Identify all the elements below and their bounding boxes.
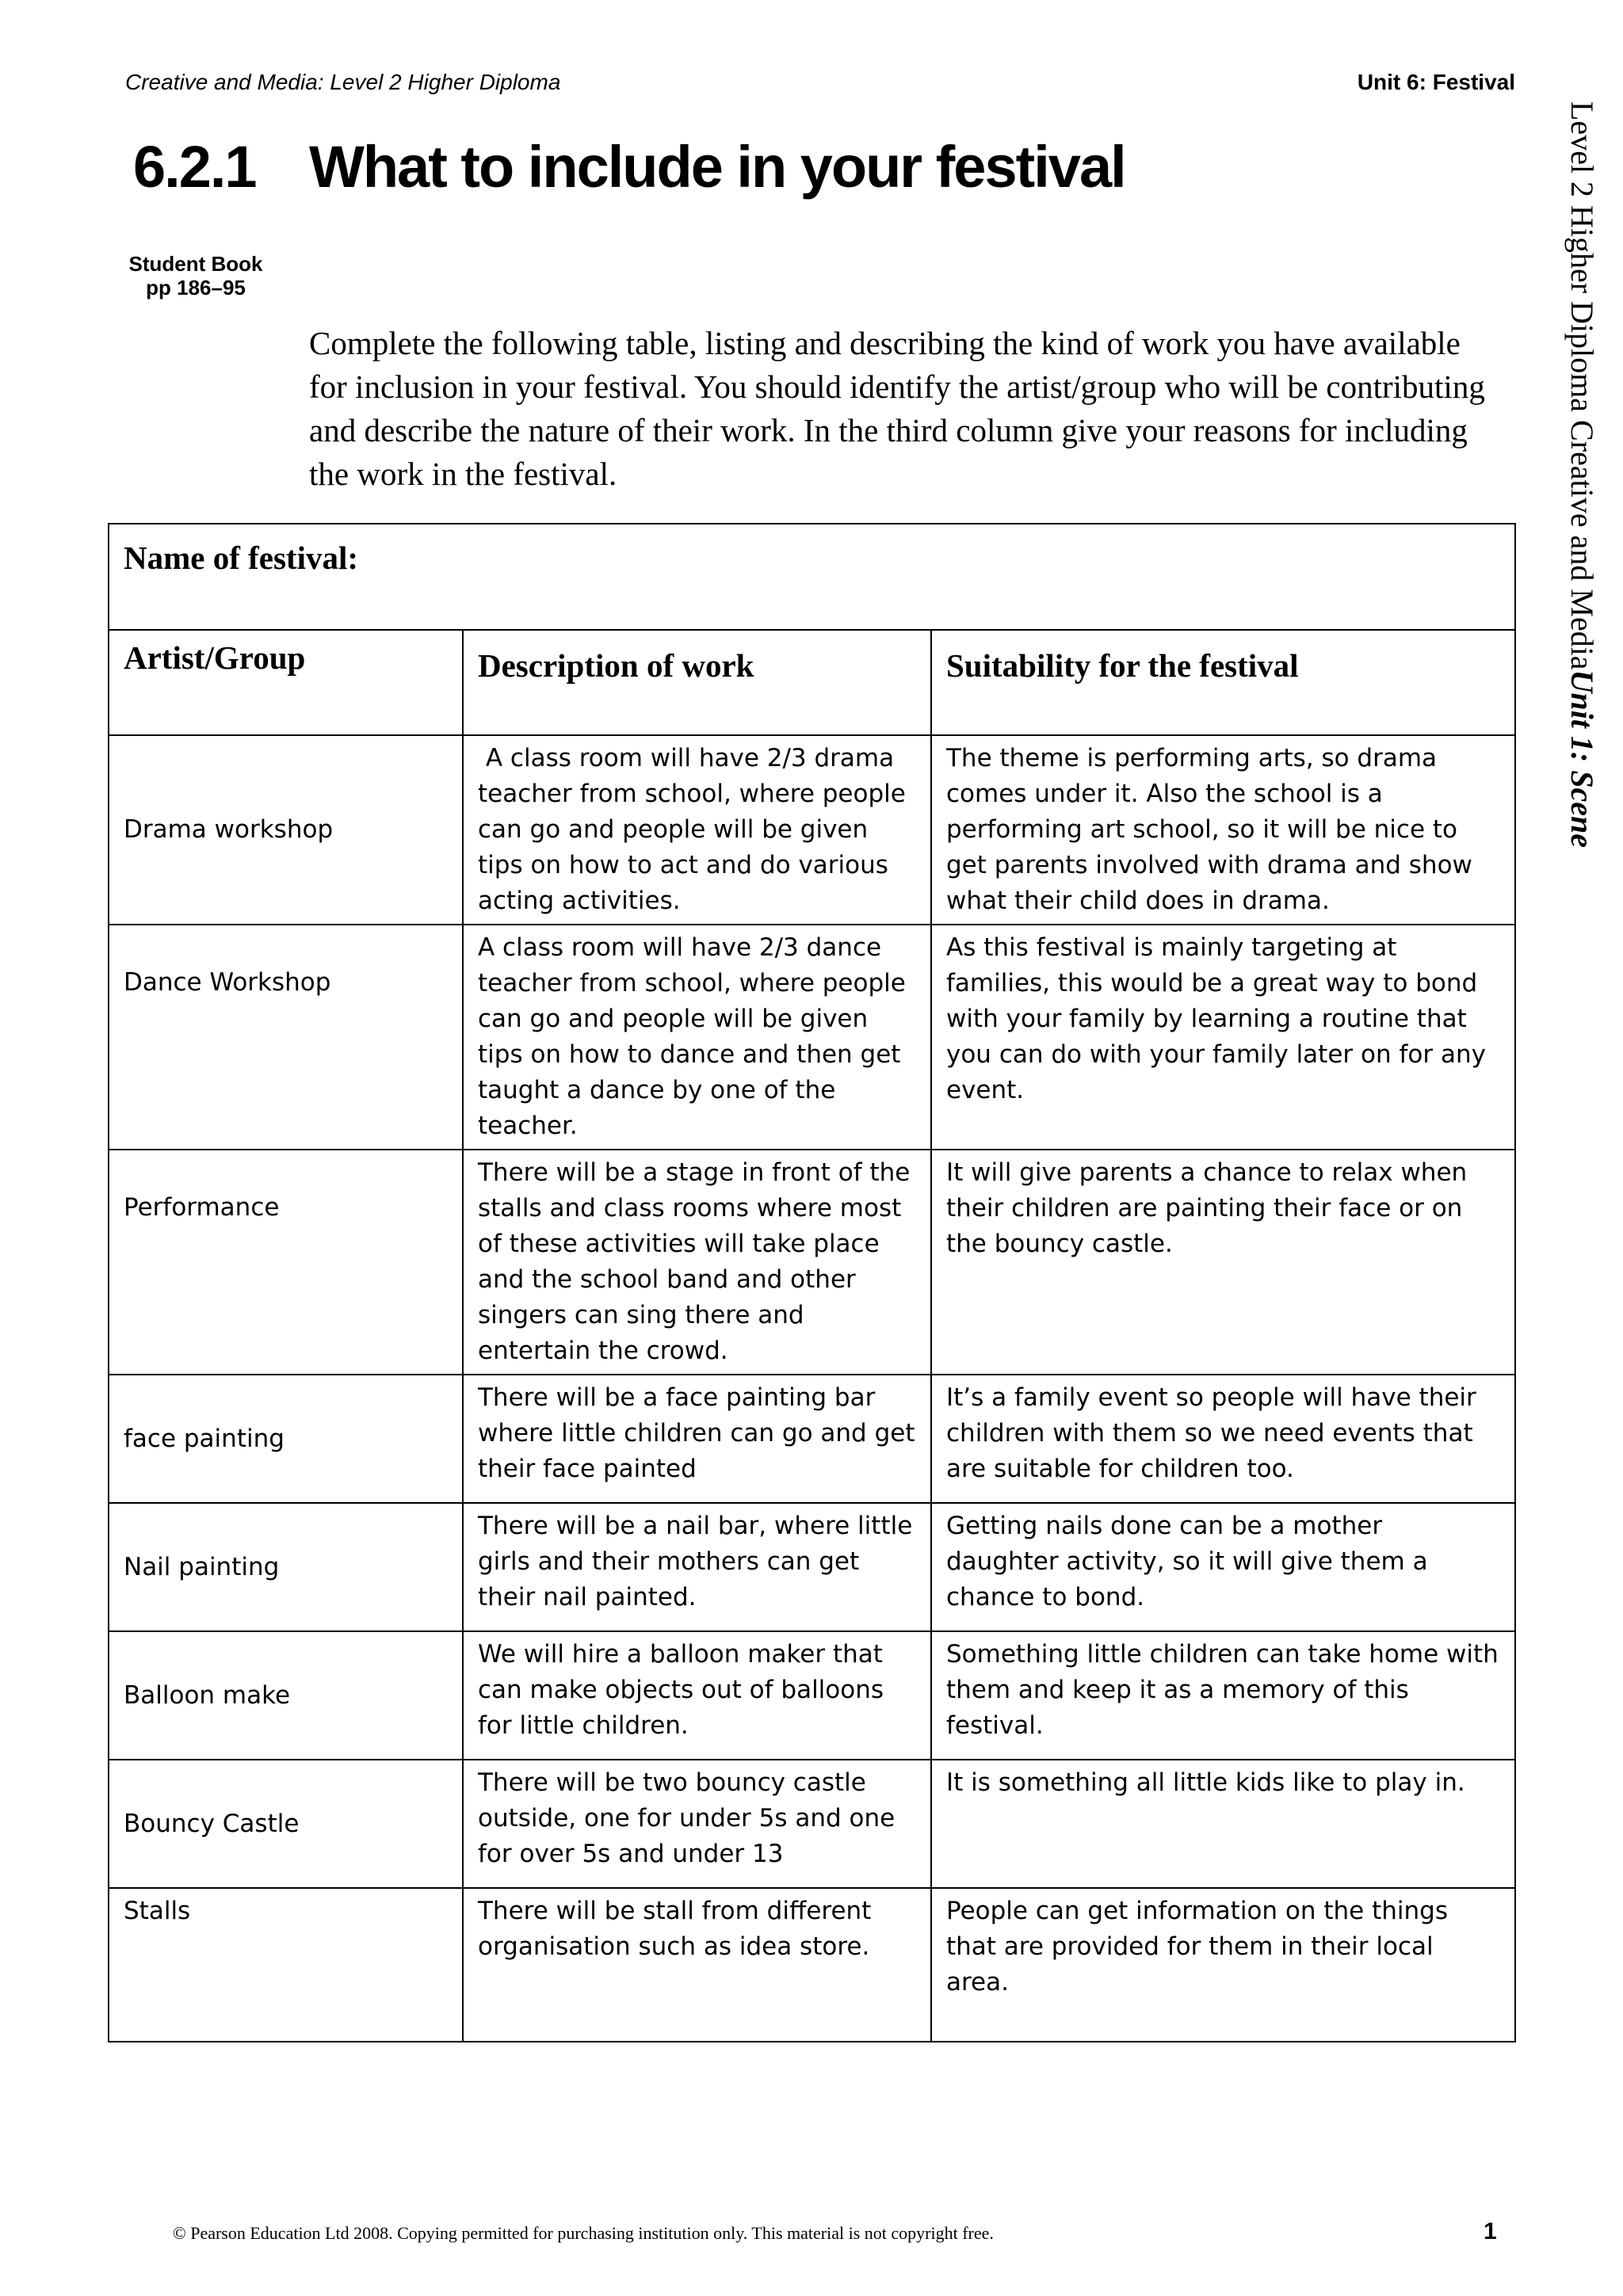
- artist-cell: Bouncy Castle: [109, 1760, 463, 1888]
- suitability-cell: Something little children can take home with them and keep it as a memory of this festival.: [931, 1631, 1515, 1760]
- section-number: 6.2.1: [133, 134, 256, 200]
- suitability-cell: It’s a family event so people will have their children with them so we need events that are suitable for children too.: [931, 1375, 1515, 1503]
- copyright-footer: © Pearson Education Ltd 2008. Copying permitted for purchasing institution only. This material is not copyright free.: [173, 2223, 994, 2243]
- suitability-cell: People can get information on the things that are provided for them in their local area.: [931, 1888, 1515, 2042]
- header-course-title: Creative and Media: Level 2 Higher Diploma: [125, 70, 561, 94]
- suitability-cell: Getting nails done can be a mother daughter activity, so it will give them a chance to bond.: [931, 1503, 1515, 1631]
- header-suitability: Suitability for the festival: [931, 630, 1515, 735]
- student-book-reference: [124, 252, 268, 299]
- book-ref-label: Student Book: [128, 252, 263, 276]
- instructions-paragraph: Complete the following table, listing and describing the kind of work you have available for inclusion in your festival. You should identify the artist/group who will be contributing and describe the nature of their work. In the third column give your reasons for including the work in the festival.: [309, 325, 1485, 492]
- suitability-cell: The theme is performing arts, so drama comes under it. Also the school is a performing art school, so it will be nice to get parents involved with drama and show what their child does in drama.: [931, 735, 1515, 925]
- table-row: [109, 1631, 1515, 1760]
- suitability-cell: It will give parents a chance to relax when their children are painting their face or on the bouncy castle.: [931, 1150, 1515, 1375]
- artist-cell: Nail painting: [109, 1503, 463, 1631]
- festival-name-row: [109, 524, 1515, 630]
- header-unit-title: Unit 6: Festival: [1357, 70, 1515, 94]
- table-row: [109, 1888, 1515, 2042]
- description-cell: A class room will have 2/3 drama teacher from school, where people can go and people will be given tips on how to act and do various acting activities.: [463, 735, 931, 925]
- table-row: [109, 1760, 1515, 1888]
- side-title-main: Level 2 Higher Diploma Creative and Media: [1564, 101, 1600, 670]
- suitability-cell: It is something all little kids like to play in.: [931, 1760, 1515, 1888]
- artist-cell: Performance: [109, 1150, 463, 1375]
- suitability-cell: As this festival is mainly targeting at families, this would be a great way to bond with your family by learning a routine that you can do with your family later on for any event.: [931, 925, 1515, 1150]
- header-description: Description of work: [463, 630, 931, 735]
- description-cell: There will be a nail bar, where little girls and their mothers can get their nail painted.: [463, 1503, 931, 1631]
- description-cell: There will be two bouncy castle outside, one for under 5s and one for over 5s and under 13: [463, 1760, 931, 1888]
- artist-cell: Balloon make: [109, 1631, 463, 1760]
- artist-cell: Stalls: [109, 1888, 463, 2042]
- side-margin-title: [1564, 101, 1601, 894]
- table-row: [109, 925, 1515, 1150]
- header-artist-group: Artist/Group: [109, 630, 463, 735]
- table-row: [109, 1503, 1515, 1631]
- page-number: 1: [1484, 2218, 1497, 2245]
- book-ref-pages: pp 186–95: [146, 276, 246, 299]
- table-row: [109, 735, 1515, 925]
- artist-cell: Dance Workshop: [109, 925, 463, 1150]
- table-header-row: [109, 630, 1515, 735]
- artist-cell: face painting: [109, 1375, 463, 1503]
- artist-cell: Drama workshop: [109, 735, 463, 925]
- page-title: [133, 133, 1125, 200]
- table-row: [109, 1150, 1515, 1375]
- description-cell: There will be a stage in front of the stalls and class rooms where most of these activities will take place and the school band and other singers can sing there and entertain the crowd.: [463, 1150, 931, 1375]
- festival-table: [108, 523, 1516, 2042]
- festival-name-label: Name of festival:: [109, 524, 1515, 630]
- description-cell: There will be stall from different organisation such as idea store.: [463, 1888, 931, 2042]
- description-cell: We will hire a balloon maker that can make objects out of balloons for little children.: [463, 1631, 931, 1760]
- description-cell: A class room will have 2/3 dance teacher from school, where people can go and people will be given tips on how to dance and then get taught a dance by one of the teacher.: [463, 925, 931, 1150]
- section-title: What to include in your festival: [309, 134, 1125, 200]
- side-title-unit: Unit 1: Scene: [1564, 669, 1600, 848]
- table-row: [109, 1375, 1515, 1503]
- description-cell: There will be a face painting bar where little children can go and get their face painted: [463, 1375, 931, 1503]
